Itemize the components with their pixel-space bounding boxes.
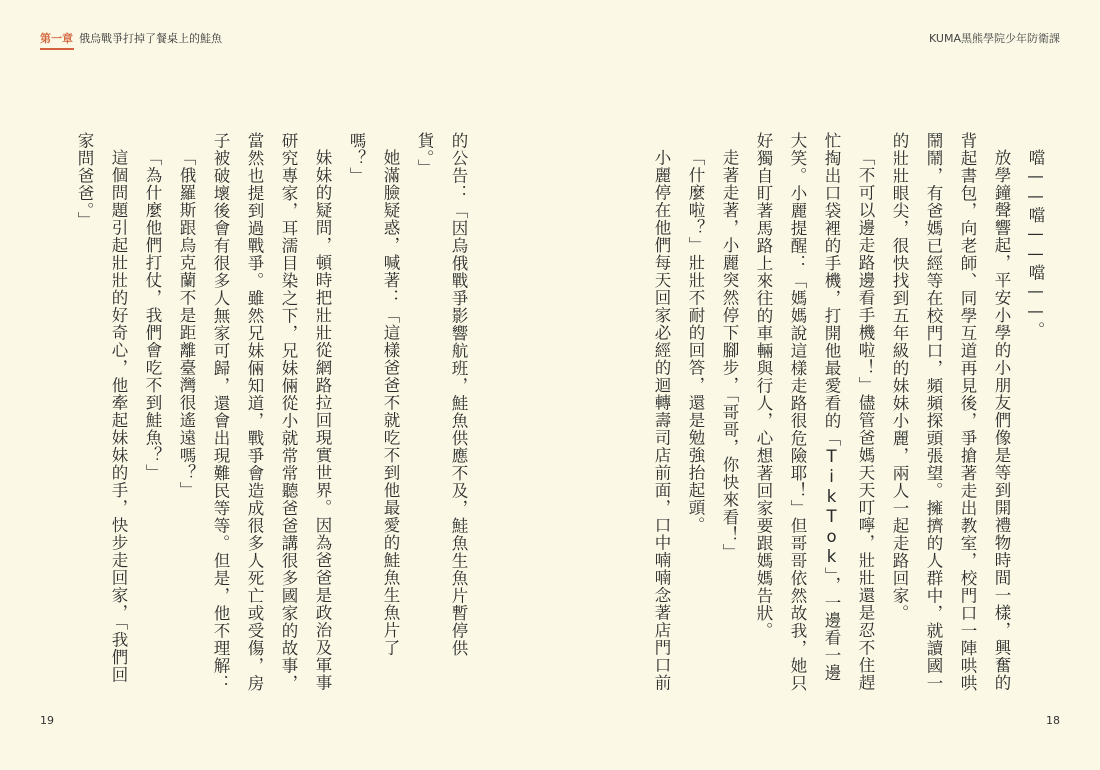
paragraph: 放學鐘聲響起，平安小學的小朋友們像是等到開禮物時間一樣，興奮的背起書包，向老師、同學互道再見後，爭搶著走出教室，校門口一陣哄哄鬧鬧，有爸媽已經等在校門口，頻頻探頭張望。擁擠的人群中，就讀國一的壯壯眼尖，很快找到五年級的妹妹小麗，兩人一起走路回家。 [890,132,1011,692]
paragraph: 「為什麼他們打仗，我們會吃不到鮭魚？」 [143,149,162,482]
paragraph: 她滿臉疑惑，喊著：「這樣爸爸不就吃不到他最愛的鮭魚生魚片了嗎？」 [347,132,400,657]
paragraph: 走著走著，小麗突然停下腳步，「哥哥，你快來看！」 [720,149,739,562]
paragraph: 噹——噹——噹——。 [1026,149,1045,340]
left-page-body [35,132,475,692]
page-number-left: 19 [40,714,54,727]
paragraph: 妹妹的疑問，頓時把壯壯從網路拉回現實世界。因為爸爸是政治及軍事研究專家，耳濡目染之下，兄妹倆從小就常常聽爸爸講很多國家的故事，當然也提到過戰爭。雖然兄妹倆知道，戰爭會造成很多人死亡或受傷，房子被破壞後會有很多人無家可歸，還會出現難民等等。但是，他不理解： [211,132,332,692]
chapter-title: 俄烏戰爭打掉了餐桌上的鮭魚 [79,32,222,45]
running-header-chapter [40,32,222,46]
chapter-label: 第一章 [40,32,73,45]
paragraph: 「什麼啦？」壯壯不耐的回答，還是勉強抬起頭。 [686,149,705,535]
paragraph: 「俄羅斯跟烏克蘭不是距離臺灣很遙遠嗎？」 [177,149,196,500]
right-page-body [602,132,1052,692]
running-header-book-title: KUMA黑熊學院少年防衛課 [929,32,1060,45]
page-number-right: 18 [1046,714,1060,727]
right-page [550,0,1100,770]
paragraph: 「不可以邊走路邊看手機啦！」儘管爸媽天天叮嚀，壯壯還是忍不住趕忙掏出口袋裡的手機，打開他最愛看的「TikTok」，一邊看一邊大笑。小麗提醒：「媽媽說這樣走路很危險耶！」但哥哥依然故我，她只好獨自盯著馬路上來往的車輛與行人，心想著回家要跟媽媽告狀。 [754,132,875,692]
chapter-underline [40,48,74,50]
paragraph: 的公告：「因烏俄戰爭影響航班，鮭魚供應不及，鮭魚生魚片暫停供貨。」 [415,132,468,657]
paragraph: 小麗停在他們每天回家必經的迴轉壽司店前面，口中喃喃念著店門口前 [652,149,671,692]
paragraph: 這個問題引起壯壯的好奇心，他牽起妹妹的手，快步走回家，「我們回家問爸爸。」 [75,132,128,684]
